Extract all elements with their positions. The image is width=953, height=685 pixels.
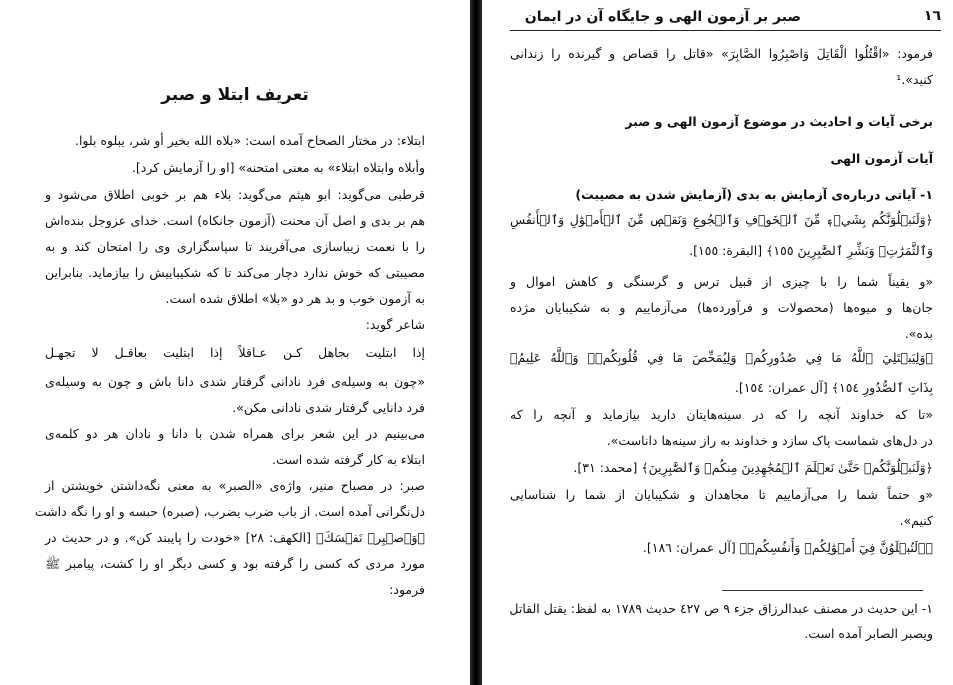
left-text-line: را با نعمت زیباسازی می‌آفریند تا سپاسگزاری وی را امتحان کند و به xyxy=(45,239,425,254)
right-text-line: برخی آیات و احادیث در موضوع آزمون الهی و صبر xyxy=(625,114,933,129)
left-text-line: شاعر گوید: xyxy=(365,317,425,332)
footnote-line: ١- این حدیث در مصنف عبدالرزاق جزء ٩ ص ٤٢٧ حدیث ١٧٨٩ به لفظ: يقتل القاتل xyxy=(509,601,933,616)
page-number: ١٦ xyxy=(923,8,941,24)
left-text-line: وأبلاه وابتلاه ابتلاء» به معنی امتحنه» [او را آزمایش کرد]. xyxy=(131,160,425,175)
right-text-line: ﴿وَلَنَبۡلُوَنَّكُم بِشَيۡءٖ مِّنَ ٱلۡخَوۡفِ وَٱلۡجُوعِ وَنَقۡصٖ مِّنَ ٱلۡأَمۡوَٰلِ وَٱلۡأَنفُسِ xyxy=(510,212,933,227)
running-header xyxy=(510,8,941,31)
right-text-line: جان‌ها و میوه‌ها (محصولات و فرآورده‌ها) می‌آزماییم و به شکیبایان مژده xyxy=(510,300,933,315)
right-text-line: کنید».¹ xyxy=(896,72,933,87)
left-text-line: مورد مردی که کسی را گرفته بود و کسی دیگر او را کشت، پیامبر ﷺ xyxy=(45,556,425,571)
right-text-line: «و حتماً شما را می‌آزماییم تا مجاهدان و شکیبایان از شما را شناسایی xyxy=(510,487,933,502)
right-text-line: «تا که خداوند آنچه را که در سینه‌هایتان دارید بیازماید و آنچه را که xyxy=(510,407,933,422)
right-text-line: «و یقیناً شما را با چیزی از قبیل ترس و گرسنگی و کاهش اموال و xyxy=(510,274,933,289)
chapter-title: تعریف ابتلا و صبر xyxy=(161,85,309,105)
right-text-line: ﴿وَلَنَبۡلُوَنَّكُمۡ حَتَّىٰ نَعۡلَمَ ٱلۡمُجَٰهِدِينَ مِنكُمۡ وَٱلصَّٰبِرِينَ﴾ [محمد: ٣١]. xyxy=(573,460,933,475)
right-text-line: فرمود: «اقْتُلُوا الْقَاتِلَ وَاصْبِرُوا الصَّابِرَ» «قاتل را قصاص و گیرنده را زندانی xyxy=(510,46,933,61)
right-text-line: ﴿وَلِيَبۡتَلِيَ ٱللَّهُ مَا فِي صُدُورِكُمۡ وَلِيُمَحِّصَ مَا فِي قُلُوبِكُمۡۚ وَٱللَّهُ عَلِيمُۢ xyxy=(510,350,933,365)
left-text-line: هم بر بدی و اصل آن محنت (آزمون جانکاه) است. خدای عزوجل بنده‌اش xyxy=(45,213,425,228)
left-text-line: می‌بینیم در این شعر برای همراه شدن با دانا و نادان هر دو کلمه‌ی xyxy=(45,426,425,441)
left-text-line: صبر: در مصباح منیر، واژه‌ی «الصبر» به معنی نگه‌داشتن خویشتن از xyxy=(45,478,425,493)
left-text-line: ابتلاء: در مختار الصحاح آمده است: «بلاه الله بخير أو شر، يبلوه بلوا. xyxy=(74,133,425,148)
left-text-line: فرد دانایی گرفتار شدی نادانی مکن». xyxy=(232,400,425,415)
footnote-separator xyxy=(722,590,923,591)
left-text-line: ابتلاء به کار گرفته شده است. xyxy=(272,452,425,467)
left-text-line: قرطبی می‌گوید: ابو هیثم می‌گوید: بلاء هم بر خوبی اطلاق می‌شود و xyxy=(45,187,425,202)
right-page xyxy=(482,0,953,685)
left-text-line: «چون به وسیله‌ی فرد نادانی گرفتار شدی دانا باش و چون به وسیله‌ی xyxy=(45,374,425,389)
right-text-line: بده». xyxy=(904,326,933,341)
right-text-line: آیات آزمون الهی xyxy=(830,151,933,166)
left-text-line: إذا ابتليت بجاهل كـن عـاقلاً إذا ابتليت بعاقـل لا تجهـل xyxy=(45,345,425,360)
right-text-line: ۱- آیاتی درباره‌ی آزمایش به بدی (آزمایش شدن به مصیبت) xyxy=(575,187,933,202)
right-text-line: وَٱلثَّمَرَٰتِۗ وَبَشِّرِ ٱلصَّٰبِرِينَ ١٥٥﴾ [البقرة: ١٥٥]. xyxy=(689,243,933,258)
right-text-line: بِذَاتِ ٱلصُّدُورِ ١٥٤﴾ [آل عمران: ١٥٤]. xyxy=(734,380,933,395)
left-text-line: فرمود: xyxy=(389,582,425,597)
left-text-line: دل‌نگرانی آمده است. از باب ضرب يضرب، (صبره) حبسه و او را نگه داشت xyxy=(34,504,425,519)
right-text-line: ﴿۞لَتُبۡلَوُنَّ فِيٓ أَمۡوَٰلِكُمۡ وَأَنفُسِكُمۡ﴾ [آل عمران: ١٨٦]. xyxy=(642,540,933,555)
left-text-line: به آزمون خوب و بد هر دو «بلا» اطلاق شده است. xyxy=(165,291,425,306)
footnote-line: ويصبر الصابر آمده است. xyxy=(804,626,933,641)
left-text-line: مصیبتی که خوش ندارد دچار می‌کند تا که شکیباییش را بیازماید. بنابراین xyxy=(45,265,425,280)
left-page xyxy=(0,0,470,685)
running-title: صبر بر آزمون الهی و جایگاه آن در ایمان xyxy=(524,9,801,25)
right-text-line: کنیم». xyxy=(899,513,933,528)
book-gutter xyxy=(470,0,482,685)
left-text-line: ﴿وَٱصۡبِرۡ نَفۡسَكَ﴾ [الكهف: ٢٨] «خودت را پایبند کن». و در حدیث در xyxy=(45,530,425,545)
right-text-line: در دل‌های شماست پاک سازد و خداوند به راز سینه‌ها داناست». xyxy=(606,433,933,448)
